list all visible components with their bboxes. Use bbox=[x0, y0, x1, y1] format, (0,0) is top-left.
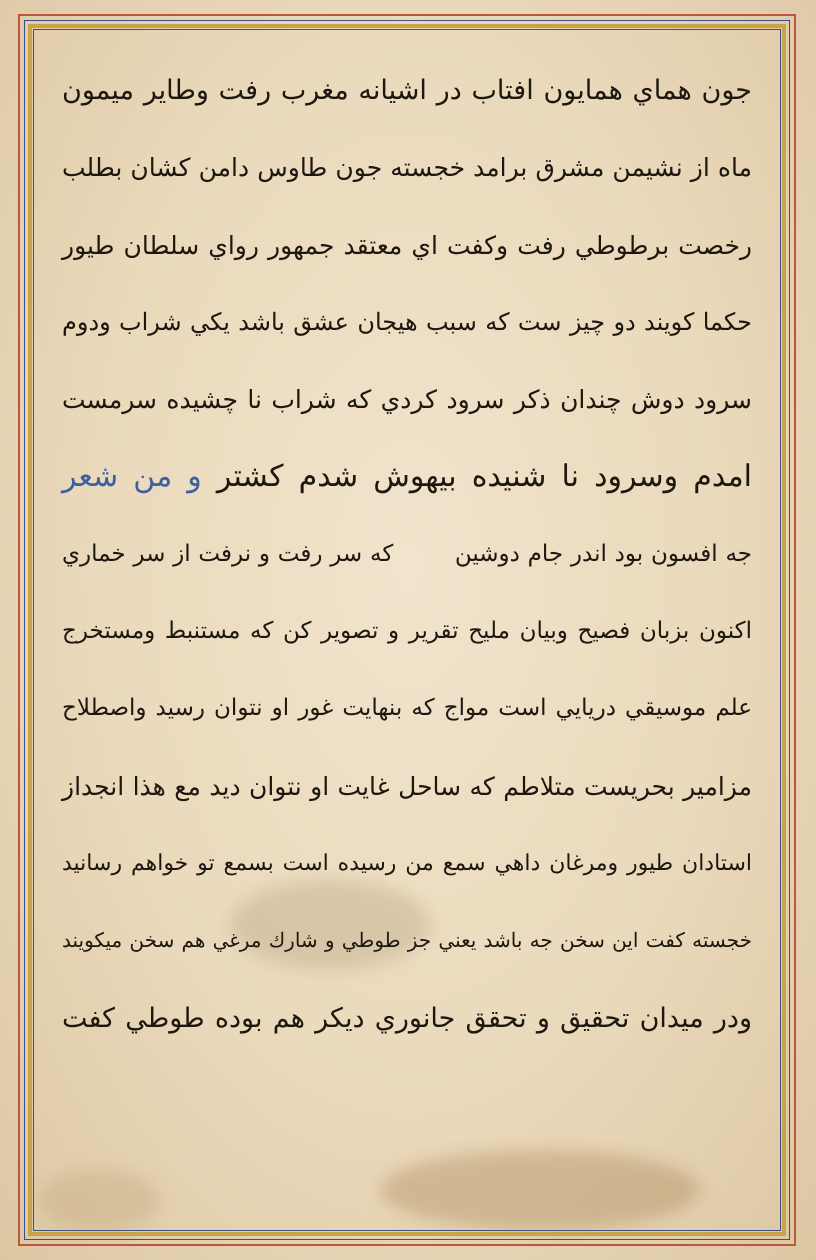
text-line-8: اكنون بزبان فصيح وبيان مليح تقرير و تصوير كن كه مستنبط ومستخرج bbox=[62, 618, 752, 645]
verse-line bbox=[62, 516, 752, 593]
text-block bbox=[62, 52, 752, 1212]
text-line-2: ماه از نشيمن مشرق برامد خجسته جون طاوس دامن كشان بطلب bbox=[62, 153, 752, 183]
text-line-5: سرود دوش چندان ذكر سرود كردي كه شراب نا چشيده سرمست bbox=[62, 385, 752, 415]
text-line-3: رخصت برطوطي رفت وكفت اي معتقد جمهور رواي سلطان طيور bbox=[62, 230, 752, 260]
rubric-heading: و من شعر bbox=[62, 459, 202, 495]
text-line-1: جون هماي همايون افتاب در اشيانه مغرب رفت وطاير ميمون bbox=[62, 75, 752, 106]
hemistich-2: كه سر رفت و نرفت از سر خماري bbox=[62, 540, 394, 567]
text-line-13: ودر ميدان تحقيق و تحقق جانوري ديكر هم بوده طوطي كفت bbox=[62, 1002, 752, 1034]
text-line-12: خجسته كفت اين سخن جه باشد يعني جز طوطي و شارك مرغي هم سخن ميكويند bbox=[62, 928, 752, 953]
text-line-6-body: امدم وسرود نا شنيده بيهوش شدم كشتر bbox=[216, 459, 752, 495]
text-line-11: استادان طيور ومرغان داهي سمع من رسيده است بسمع تو خواهم رسانيد bbox=[62, 850, 752, 876]
text-line-10: مزامير بحريست متلاطم كه ساحل غايت او نتوان ديد مع هذا انجداز bbox=[62, 771, 752, 801]
text-line-9: علم موسيقي دريايي است مواج كه بنهايت غور او نتوان رسيد واصطلاح bbox=[62, 695, 752, 722]
hemistich-1: جه افسون بود اندر جام دوشين bbox=[454, 540, 752, 567]
text-line-6 bbox=[62, 438, 752, 515]
text-line-4: حكما كويند دو چيز ست كه سبب هيجان عشق باشد يكي شراب ودوم bbox=[62, 307, 752, 336]
